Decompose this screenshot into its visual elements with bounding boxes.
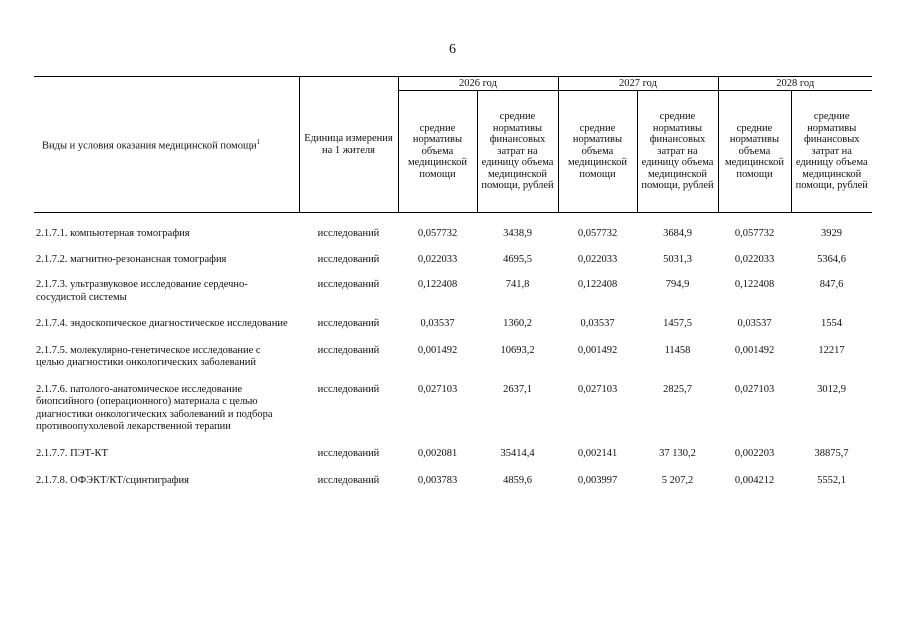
- row-unit: исследований: [317, 447, 380, 459]
- row-cost-2026: 35414,4: [500, 447, 535, 459]
- header-year-2028: 2028 год: [718, 77, 872, 91]
- row-cost-2027: 794,9: [665, 279, 690, 290]
- row-volume-2026: 0,002081: [417, 447, 458, 459]
- row-volume-2027: 0,03537: [580, 318, 615, 329]
- row-cost-2028: 1554: [821, 318, 842, 329]
- page-number: 6: [449, 42, 456, 57]
- row-cost-2028: 3012,9: [817, 383, 846, 395]
- row-unit: исследований: [317, 279, 380, 290]
- row-volume-2026: 0,057732: [417, 228, 458, 239]
- header-volume-2028: средние нормативы объема медицинской помощи: [718, 91, 791, 213]
- row-name: 2.1.7.8. ОФЭКТ/КТ/сцинтиграфия: [36, 475, 189, 486]
- row-volume-2028: 0,004212: [734, 475, 775, 486]
- header-year-2026: 2026 год: [398, 77, 558, 91]
- row-cost-2027: 5031,3: [663, 253, 692, 265]
- header-cost-2026: средние нормативы финансовых затрат на единицу объема медицинской помощи, рублей: [477, 91, 558, 213]
- row-volume-2028: 0,027103: [734, 383, 775, 395]
- header-year-2027: 2027 год: [558, 77, 718, 91]
- row-volume-2027: 0,027103: [577, 383, 618, 395]
- row-volume-2027: 0,003997: [577, 475, 618, 486]
- row-volume-2028: 0,057732: [734, 228, 775, 239]
- row-volume-2026: 0,003783: [417, 475, 458, 486]
- row-volume-2027: 0,122408: [577, 279, 618, 290]
- row-cost-2026: 4859,6: [503, 475, 532, 486]
- row-volume-2027: 0,001492: [577, 344, 618, 356]
- row-volume-2028: 0,03537: [737, 318, 772, 329]
- row-name: 2.1.7.6. патолого-анатомическое исследование биопсийного (операционного) материала с целью диагностики онкологических заболеваний и подбора противоопухолевой лекарственной терапии: [36, 383, 273, 432]
- table-row: [34, 448, 872, 461]
- table-body: [34, 213, 872, 488]
- row-volume-2028: 0,002203: [734, 447, 775, 459]
- row-volume-2028: 0,001492: [734, 344, 775, 356]
- table-header: [34, 77, 872, 213]
- row-cost-2028: 38875,7: [814, 447, 849, 459]
- table-row: [34, 384, 872, 434]
- row-cost-2028: 5364,6: [817, 253, 846, 265]
- row-cost-2026: 741,8: [505, 279, 530, 290]
- row-cost-2027: 1457,5: [663, 318, 692, 329]
- row-volume-2026: 0,022033: [417, 253, 458, 265]
- row-name: 2.1.7.4. эндоскопическое диагностическое исследование: [36, 318, 288, 329]
- row-cost-2028: 3929: [821, 228, 842, 239]
- row-volume-2026: 0,03537: [420, 318, 455, 329]
- row-volume-2027: 0,057732: [577, 228, 618, 239]
- row-cost-2027: 2825,7: [663, 383, 692, 395]
- row-unit: исследований: [317, 475, 380, 486]
- row-name: 2.1.7.5. молекулярно-генетическое исследование с целью диагностики онкологических заболеваний: [36, 344, 261, 368]
- header-type: Виды и условия оказания медицинской помощи$^1$: [34, 77, 299, 213]
- row-cost-2028: 5552,1: [817, 475, 846, 486]
- row-unit: исследований: [317, 344, 380, 356]
- row-name: 2.1.7.3. ультразвуковое исследование сердечно-сосудистой системы: [36, 279, 248, 303]
- row-volume-2028: 0,022033: [734, 253, 775, 265]
- row-name: 2.1.7.1. компьютерная томография: [36, 228, 190, 239]
- header-cost-2028: средние нормативы финансовых затрат на единицу объема медицинской помощи, рублей: [791, 91, 872, 213]
- row-cost-2026: 3438,9: [503, 228, 532, 239]
- row-volume-2028: 0,122408: [734, 279, 775, 290]
- row-cost-2026: 1360,2: [503, 318, 532, 329]
- table-row: [34, 318, 872, 331]
- row-volume-2026: 0,122408: [417, 279, 458, 290]
- header-volume-2026: средние нормативы объема медицинской помощи: [398, 91, 477, 213]
- table-row: [34, 279, 872, 304]
- header-cost-2027: средние нормативы финансовых затрат на единицу объема медицинской помощи, рублей: [637, 91, 718, 213]
- table-row: [34, 228, 872, 241]
- row-unit: исследований: [317, 228, 380, 239]
- row-cost-2027: 3684,9: [663, 228, 692, 239]
- row-cost-2026: 2637,1: [503, 383, 532, 395]
- row-cost-2026: 4695,5: [503, 253, 532, 265]
- table-row: [34, 345, 872, 370]
- row-unit: исследований: [317, 383, 380, 395]
- table-row: [34, 254, 872, 267]
- header-volume-2027: средние нормативы объема медицинской помощи: [558, 91, 637, 213]
- row-cost-2028: 12217: [818, 344, 845, 356]
- row-volume-2026: 0,001492: [417, 344, 458, 356]
- row-unit: исследований: [317, 318, 380, 329]
- row-name: 2.1.7.7. ПЭТ-КТ: [36, 447, 108, 459]
- row-unit: исследований: [317, 253, 380, 265]
- table-row: [34, 475, 872, 488]
- row-cost-2028: 847,6: [819, 279, 844, 290]
- row-name: 2.1.7.2. магнитно-резонансная томография: [36, 253, 227, 265]
- row-cost-2027: 5 207,2: [661, 475, 694, 486]
- row-volume-2027: 0,022033: [577, 253, 618, 265]
- header-unit: Единица измерения на 1 жителя: [299, 77, 398, 213]
- row-cost-2027: 37 130,2: [659, 447, 696, 459]
- row-volume-2026: 0,027103: [417, 383, 458, 395]
- norms-table: [34, 76, 872, 488]
- row-cost-2027: 11458: [664, 344, 691, 356]
- row-cost-2026: 10693,2: [500, 344, 535, 356]
- row-volume-2027: 0,002141: [577, 447, 618, 459]
